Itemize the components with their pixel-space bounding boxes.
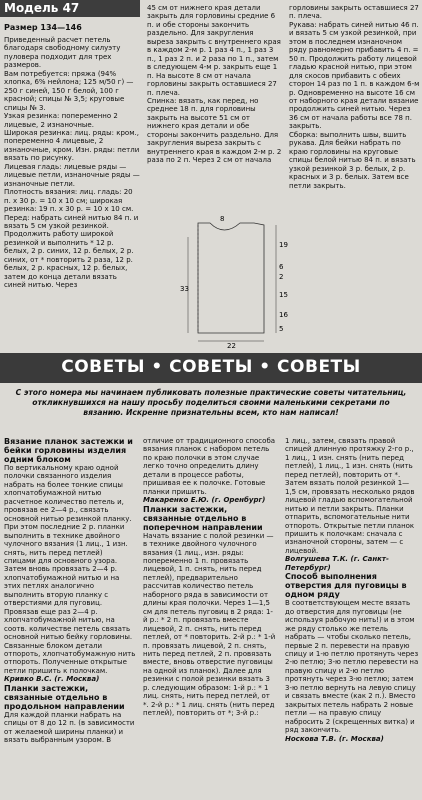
tips-column-1 <box>4 437 136 745</box>
instructions-column-1 <box>4 36 140 290</box>
tip-text: Начать вязание с полой резинки — в технике двойного чулочного вязания (1 лиц., изн. ряды: попеременно 1 п. провязать лицевой, 1 п. снять, нить перед петлей), предварительно рассчитав количество петель наборного ряда в зависимости от длины края полочки. Через 1—1,5 см для петель пуговиц в 2 ряда: 1-й р.: * 2 п. провязать вместе лицевой, 2 п. снять, нить перед петлей, от * повторить. 2-й р.: * 1-й п. провязать лицевой, 2 п. снять, нить перед петлей, 2 п. провязать вместе, вновь отверстие пуговицы на одной из планок). Далее для резинки с полой резинки вязать 3 р. следующим образом: 1-й р.: * 1 лиц. снять, нить перед петлей, от *. 2-й р.: * 1 лиц. снять (нить перед петлей), повторить от *; 3-й р.: <box>143 531 276 718</box>
tips-intro: С этого номера мы начинаем публиковать полезные практические советы читательниц, откликнувшихся на нашу просьбу поделиться своими маленькими секретами по вязанию. Искренне признательны всем, кто нам написал! <box>15 388 407 417</box>
size-label: Размер 134—146 <box>4 23 82 32</box>
front-shape <box>198 223 264 333</box>
tip-text: Для каждой планки набрать на спицы от 8 до 12 п. (в зависимости от желаемой ширины планки) и вязать выбранным узором. В <box>4 710 135 745</box>
tip-text: 1 лиц., затем, связать правой спицей длинную протяжку 2-го р., 1 лиц., 1 изн. снять (нить перед петлей), 1 лиц., 1 изн. снять (нить перед петлей), повторить от *. Затем вязать полой резинкой 1—1,5 см, провязать несколько рядов лицевой гладью вспомогательной нитью и петли закрыть. Планки отпарить, вспомогательные нити отпороть. Открытые петли планок пришить к полочкам: сначала с изнаночной стороны, затем — с лицевой. <box>285 437 415 555</box>
paragraph: Вам потребуется: пряжа (94% хлопка, 6% нейлона; 125 м/50 г) — 250 г синей, 150 г белой, 100 г красной; спицы № 3,5; круговые спицы № 3. <box>4 69 134 112</box>
tip-author: Носкова Т.В. (г. Москва) <box>285 734 384 743</box>
tip-author: Волгушева Т.К. (г. Санкт-Петербург) <box>285 555 389 572</box>
model-header <box>0 0 140 17</box>
tip-text: По вертикальному краю одной полочки связанного изделия набрать на более тонкие спицы хлопчатобумажной нитью расчетное количество петель и, провязав ее 2—4 р., связать основной нитью резинкой планку. При этом последние 2 р. планки выполнить в технике двойного чулочного вязания (1 лиц., 1 изн. снять, нить перед петлей) спицами для основного узора. Затем вновь провязать 2—4 р. хлопчатобумажной нитью и на этих петлях аналогично выполнить вторую планку с отверстиями для пуговиц. Провязав еще раз 2—4 р. хлопчатобумажной нитью, на соотв. количестве петель связать основной нитью бейку горловины. Связанные блоком детали отпороть, хлопчатобумажную нить отпороть. Полученные открытые петли пришить к полочкам. <box>4 464 136 675</box>
tip-heading: Способ выполнения отверстия для пуговицы в одном ряду <box>285 572 407 600</box>
paragraph: Приведенный расчет петель благодаря свободному силуэту пуловера подходит для трех размеров. <box>4 36 121 70</box>
model-title: Модель 47 <box>4 1 80 15</box>
diagram-label: 33 <box>180 285 189 293</box>
paragraph: Узкая резинка: попеременно 2 лицевые, 2 изнаночные. <box>4 112 118 129</box>
diagram-label: 2 <box>279 273 284 281</box>
diagram-label: 19 <box>279 241 288 249</box>
tips-column-2 <box>143 437 277 718</box>
paragraph: горловины закрыть оставшиеся 27 п. плеча. <box>289 4 419 21</box>
diagram-label: 22 <box>227 342 236 348</box>
tips-banner <box>0 353 422 383</box>
paragraph: Плотность вязания: лиц. гладь: 20 п. х 30 р. = 10 х 10 см; широкая резинка: 19 п. х 30 р. = 10 х 10 см. <box>4 188 134 214</box>
paragraph: Широкая резинка: лиц. ряды: кром., попеременно 4 лицевые, 2 изнаночные, кром. Изн. ряды: петли вязать по рисунку. <box>4 128 140 163</box>
pattern-diagram <box>180 215 292 348</box>
diagram-label: 6 <box>279 263 284 271</box>
banner-text: СОВЕТЫ • СОВЕТЫ • СОВЕТЫ <box>61 357 361 377</box>
paragraph: Перед: набрать синей нитью 84 п. и вязать 5 см узкой резинкой. Продолжить работу широкой резинкой и выполнить * 12 р. белых, 2 р. синих, 12 р. белых, 2 р. синих, от * повторить 2 раза, 12 р. белых, 2 р. красных, 12 р. белых, затем до конца детали вязать синей нитью. Через <box>4 213 139 290</box>
diagram-label: 8 <box>220 215 225 223</box>
tip-text: В соответствующем месте вязать до отверстия для пуговицы (не используя рабочую нить!) и в этом же ряду столько же петель набрать — чтобы сколько петель, первые 2 п. перевести на правую спицу и 1-ю петлю протянуть через 2-ю петлю; 3-ю петлю перевести на правую спицу и 2-ю петлю протянуть через 3-ю петлю; затем 3-ю петлю вернуть на левую спицу и связать вместе (как 2 п.). Вместо закрытых петель набрать 2 новые петли — на правую спицу набросить 2 (скрещенных витка) и ряд закончить. <box>285 599 419 735</box>
instructions-column-3 <box>289 4 420 190</box>
paragraph: Лицевая гладь: лицевые ряды — лицевые петли, изнаночные ряды — изнаночные петли. <box>4 162 140 188</box>
diagram-label: 5 <box>279 325 284 333</box>
tip-heading: Планки застежки, связанные отдельно в продольном направлении <box>4 683 125 711</box>
paragraph: Спинка: вязать, как перед, но среднее 18 п. для горловины закрыть на высоте 51 см от нижнего края детали и обе стороны закончить раздельно. Для закругления выреза закрыть с внутреннего края в каждом 2-м р. 2 раза по 2 п. Через 2 см от начала <box>147 96 282 165</box>
tip-text: отличие от традиционного способа вязания планок с набором петель по краю полочки в этом случае легко точно определить длину детали в процессе работы, пришивая ее к полочке. Готовые планки пришить. <box>143 437 276 496</box>
tip-heading: Вязание планок застежки и бейки горловины изделия одним блоком <box>4 437 133 464</box>
tips-column-3 <box>285 437 419 743</box>
paragraph: 45 см от нижнего края детали закрыть для горловины средние 6 п. и обе стороны закончить раздельно. Для закругления выреза закрыть с внутреннего края в каждом 2-м р. 1 раз 4 п., 1 раз 3 п., 1 раз 2 п. и 2 раза по 1 п., затем в следующем 4-м р. закрыть еще 1 п. На высоте 8 см от начала горловины закрыть оставшиеся 27 п. плеча. <box>147 4 281 97</box>
paragraph: Рукава: набрать синей нитью 46 п. и вязать 5 см узкой резинкой, при этом в последнем изнаночном ряду равномерно прибавить 4 п. = 50 п. Продолжить работу лицевой гладью красной нитью, при этом для скосов прибавить с обеих сторон 14 раз по 1 п. в каждом 6-м р. Одновременно на высоте 16 см от наборного края детали вязание продолжить синей нитью. Через 36 см от начала работы все 78 п. закрыть. <box>289 20 420 131</box>
tip-author: Кривко В.С. (г. Москва) <box>4 675 100 684</box>
diagram-label: 15 <box>279 291 288 299</box>
paragraph: Сборка: выполнить швы, вшить рукава. Для бейки набрать по краю горловины на круговые спицы белой нитью 84 п. и вязать узкой резинкой 3 р. белых, 2 р. красных и 3 р. белых. Затем все петли закрыть. <box>289 130 416 190</box>
diagram-label: 16 <box>279 311 288 319</box>
instructions-column-2 <box>147 4 282 165</box>
tip-heading: Планки застежки, связанные отдельно в поперечном направлении <box>143 504 263 532</box>
tip-author: Макаренко Е.Ю. (г. Оренбург) <box>143 496 266 505</box>
